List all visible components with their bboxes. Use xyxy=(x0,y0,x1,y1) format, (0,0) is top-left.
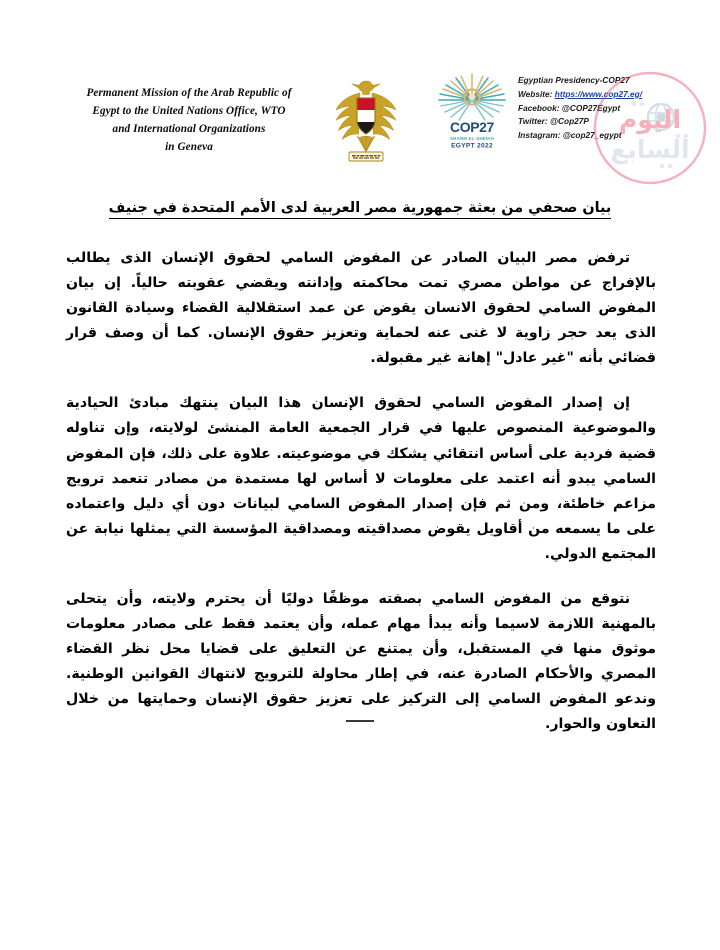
mission-title-line-1: Permanent Mission of the Arab Republic of xyxy=(86,87,292,99)
statement-body xyxy=(66,246,656,737)
contact-website-label: Website: xyxy=(518,88,553,99)
mission-title-line-4: in Geneva xyxy=(165,141,213,154)
contact-facebook[interactable]: Facebook: @COP27Egypt xyxy=(518,102,621,113)
mission-title-line-2: Egypt to the United Nations Office, WTO xyxy=(92,105,286,118)
statement-paragraph-2: إن إصدار المفوض السامي لحقوق الإنسان هذا البيان ينتهك مبادئ الحيادية والموضوعية المنصوص عليها في قرار الجمعية العامة المنشئ لولايته، وإن تناوله قضية فردية على أساس انتقائي يشكك في موضوعيته. علاوة على ذلك، فإن المفوض السامي يبدو أنه اعتمد على معلومات لا أساس لها مستمدة من مصادر تتعمد ترويج مزاعم خاطئة، ومن ثم فإن إصدار المفوض السامي لبيانات دون أي دليل واعتماده على ما يسمعه من أقاويل يقوض مصداقيته ومصداقية المؤسسة التي يمثلها نيابة عن المجتمع الدولي. xyxy=(66,395,656,562)
cop27-contact-block xyxy=(518,74,708,143)
svg-text:EGYPT 2022: EGYPT 2022 xyxy=(451,142,493,150)
letterhead-header xyxy=(0,62,720,177)
page-title xyxy=(60,198,660,220)
contact-presidency: Egyptian Presidency-COP27 xyxy=(518,75,630,85)
svg-text:السابع: السابع xyxy=(610,135,690,164)
contact-twitter[interactable]: Twitter: @Cop27P xyxy=(518,116,589,127)
svg-text:اليوم: اليوم xyxy=(618,105,682,134)
contact-instagram[interactable]: Instagram: @cop27_egypt xyxy=(518,130,622,141)
divider-dash xyxy=(346,720,374,722)
statement-paragraph-1: ترفض مصر البيان الصادر عن المفوض السامي لحقوق الإنسان الذى يطالب بالإفراج عن مواطن مصري تمت محاكمته وإدانته ويقضي عقوبته حالياً. إن بيان المفوض السامي لحقوق الانسان يقوض عن عمد استقلالية القضاء وسيادة القانون الذى يعد حجر زاوية لا غنى عنه لحماية وتعزيز حقوق الإنسان. كما أن وصف قرار قضائي بأنه "غير عادل" إهانة غير مقبولة. xyxy=(66,250,656,367)
eagle-of-saladin-emblem xyxy=(327,74,405,166)
end-of-statement-divider xyxy=(0,712,720,730)
contact-website-url[interactable]: https://www.cop27.eg/ xyxy=(554,88,643,99)
mission-title xyxy=(58,84,320,157)
page-title-text: بيان صحفي من بعثة جمهورية مصر العربية لدى الأمم المتحدة في جنيف xyxy=(109,200,612,219)
mission-title-line-3: and International Organizations xyxy=(112,123,266,136)
svg-text:SHARM EL-SHEIKH: SHARM EL-SHEIKH xyxy=(450,136,494,141)
contact-website xyxy=(518,88,708,102)
svg-text:COP27: COP27 xyxy=(450,119,494,135)
cop27-logo xyxy=(434,70,510,152)
statement-paragraph-3: نتوقع من المفوض السامي بصفته موظفًا دوليًا أن يحترم ولايته، وأن يتحلى بالمهنية اللازمة لاسيما وأنه يبدأ مهام عمله، وأن يعتمد فقط على مصادر معلومات موثوق منها في المستقبل، وأن يمتنع عن التعليق على قضايا محل نظر القضاء المصري والأحكام الصادرة عنه، في إطار محاولة للترويج لانتهاك القوانين الوطنية. وندعو المفوض السامي إلى التركيز على تعزيز حقوق الإنسان وحمايتها من خلال التعاون والحوار. xyxy=(66,590,656,733)
